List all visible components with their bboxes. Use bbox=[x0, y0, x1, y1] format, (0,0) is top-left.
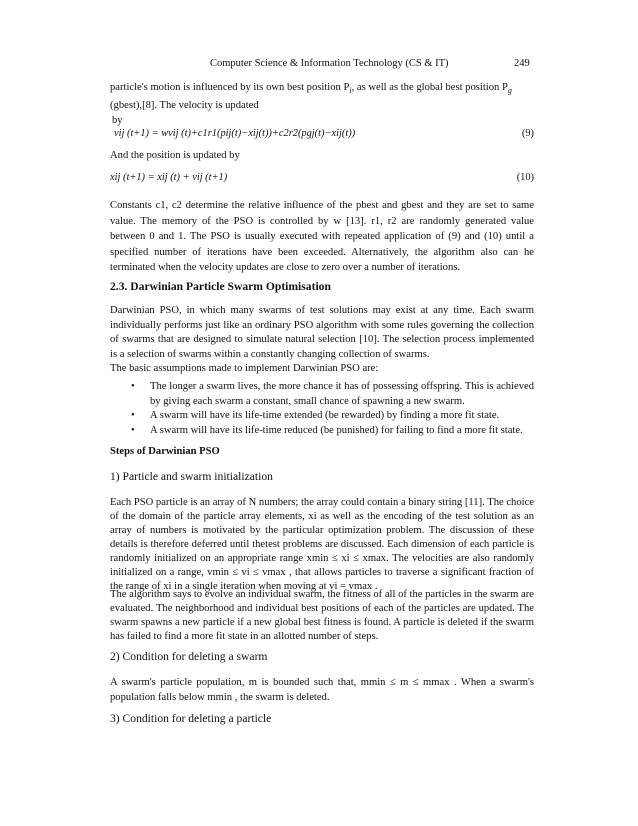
equation-9-text: vij (t+1) = wvij (t)+c1r1(pij(t)−xij(t))+c2r2(pgj(t)−xij(t)) bbox=[114, 128, 356, 139]
steps-heading: Steps of Darwinian PSO bbox=[110, 446, 220, 457]
journal-title: Computer Science & Information Technology (CS & IT) bbox=[210, 58, 449, 69]
list-item: • A swarm will have its life-time extended (be rewarded) by finding a more fit state. bbox=[131, 410, 500, 421]
step-1-paragraph-2: The algorithm says to evolve an individual swarm, the fitness of all of the particles in the swarm are evaluated. The neighborhood and individual best positions of each of the particles are updated. The swarm spawns a new particle if a new global best fitness is found. A particle is deleted if the swarm has failed to find a more fit state in an allotted number of steps. bbox=[110, 589, 534, 642]
equation-9-number: (9) bbox=[521, 128, 534, 139]
step-1-paragraph-1: Each PSO particle is an array of N numbers; the array could contain a binary string [11]. The choice of the domain of the particle array elements, xi as well as the encoding of the test solution as an array of numbers is motivated by the particular optimization problem. The discussion of these details is therefore deferred until thetest problems are discussed. Each dimension of each particle is randomly initialized on an appropriate range xmin ≤ xi ≤ xmax. The velocities are also randomly initialized on a range, vmin ≤ vi ≤ vmax , that allows particles to traverse a significant fraction of the range of xi in a single iteration when moving at vi = vmax . bbox=[110, 497, 534, 592]
intro-line-2: (gbest),[8]. The velocity is updated bbox=[110, 100, 259, 112]
step-1-heading: 1) Particle and swarm initialization bbox=[110, 470, 273, 483]
assumptions-list bbox=[118, 380, 534, 438]
section-paragraph: Darwinian PSO, in which many swarms of test solutions may exist at any time. Each swarm individually performs just like an ordinary PSO algorithm with some rules governing the collection of swarms that are designed to simulate natural selection [10]. The selection process implemented is a selection of swarms within a constantly changing collection of swarms. The basic assumptions made to implement Darwinian PSO are: bbox=[110, 305, 534, 374]
position-intro: And the position is updated by bbox=[110, 150, 240, 161]
section-heading: 2.3. Darwinian Particle Swarm Optimisation bbox=[110, 280, 331, 293]
equation-10-number: (10) bbox=[516, 172, 534, 183]
intro-line-3: by bbox=[112, 115, 123, 127]
list-item: • The longer a swarm lives, the more chance it has of possessing offspring. This is achieved by giving each swarm a constant, small chance of spawning a new swarm. bbox=[131, 381, 534, 407]
equation-9 bbox=[110, 128, 534, 139]
intro-paragraph bbox=[110, 80, 534, 128]
step-3-heading: 3) Condition for deleting a particle bbox=[110, 712, 272, 725]
equation-10 bbox=[110, 172, 534, 183]
list-item: • A swarm will have its life-time reduced (be punished) for failing to find a more fit state. bbox=[131, 424, 523, 436]
intro-line-1: particle's motion is influenced by its own best position $P_i$, as well as the global best position $P_g$ bbox=[110, 82, 512, 96]
step-2-paragraph: A swarm's particle population, m is bounded such that, mmin ≤ m ≤ mmax . When a swarm's population falls below mmin , the swarm is deleted. bbox=[110, 677, 534, 703]
equation-10-text: xij (t+1) = xij (t) + vij (t+1) bbox=[110, 172, 228, 183]
assumptions-intro: The basic assumptions made to implement Darwinian PSO are: bbox=[110, 363, 379, 374]
step-2-heading: 2) Condition for deleting a swarm bbox=[110, 650, 268, 663]
constants-paragraph: Constants c1, c2 determine the relative influence of the pbest and gbest and they are set to same value. The memory of the PSO is controlled by w [13]. r1, r2 are randomly generated value between 0 and 1. The PSO is usually executed with repeated application of (9) and (10) until a specified number of iterations have been exceeded. Alternatively, the algorithm also can he terminated when the velocity updates are close to zero over a number of iterations. bbox=[110, 200, 534, 273]
page-number: 249 bbox=[514, 58, 530, 69]
